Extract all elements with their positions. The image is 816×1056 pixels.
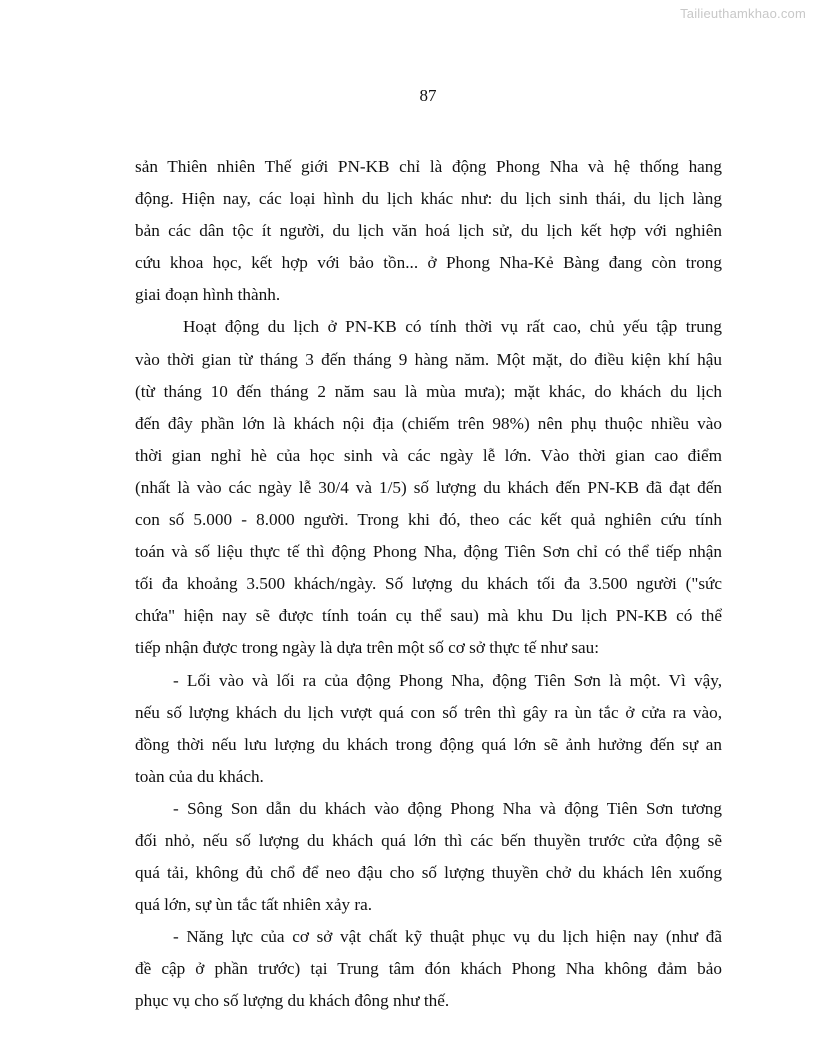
text-line: phục vụ cho số lượng du khách đông như thế.	[135, 991, 450, 1011]
text-line: chứa" hiện nay sẽ được tính toán cụ thể sau) mà khu Du lịch PN-KB có thể	[135, 606, 722, 626]
text-line: động. Hiện nay, các loại hình du lịch khác như: du lịch sinh thái, du lịch làng	[135, 189, 722, 209]
text-line: bản các dân tộc ít người, du lịch văn hoá lịch sử, du lịch kết hợp với nghiên	[135, 221, 722, 241]
text-line: - Sông Son dẫn du khách vào động Phong Nha và động Tiên Sơn tương	[173, 798, 722, 818]
bullet-paragraph	[135, 793, 722, 921]
text-line: tối đa khoảng 3.500 khách/ngày. Số lượng du khách tối đa 3.500 người ("sức	[135, 574, 722, 594]
paragraph	[135, 311, 722, 664]
bullet-paragraph	[135, 921, 722, 1017]
text-line: sản Thiên nhiên Thế giới PN-KB chỉ là động Phong Nha và hệ thống hang	[135, 157, 722, 176]
text-line: - Lối vào và lối ra của động Phong Nha, động Tiên Sơn là một. Vì vậy,	[173, 670, 722, 690]
text-line: nếu số lượng khách du lịch vượt quá con số trên thì gây ra ùn tắc ở cửa ra vào,	[135, 702, 722, 722]
text-line: giai đoạn hình thành.	[135, 285, 281, 305]
text-line: con số 5.000 - 8.000 người. Trong khi đó, theo các kết quả nghiên cứu tính	[135, 510, 722, 530]
text-line: toàn của du khách.	[135, 766, 264, 786]
text-line: tiếp nhận được trong ngày là dựa trên một số cơ sở thực tế như sau:	[135, 638, 600, 658]
text-line: toán và số liệu thực tế thì động Phong Nha, động Tiên Sơn chỉ có thể tiếp nhận	[135, 542, 722, 562]
text-line: (nhất là vào các ngày lễ 30/4 và 1/5) số lượng du khách đến PN-KB đã đạt đến	[135, 477, 722, 497]
text-line: vào thời gian từ tháng 3 đến tháng 9 hàng năm. Một mặt, do điều kiện khí hậu	[135, 349, 722, 369]
text-line: đến đây phần lớn là khách nội địa (chiếm trên 98%) nên phụ thuộc nhiều vào	[135, 413, 722, 433]
text-line: đồng thời nếu lưu lượng du khách trong động quá lớn sẽ ảnh hưởng đến sự an	[135, 734, 722, 754]
bullet-paragraph	[135, 665, 722, 793]
text-line: Hoạt động du lịch ở PN-KB có tính thời vụ rất cao, chủ yếu tập trung	[183, 317, 722, 337]
text-line: quá lớn, sự ùn tắc tất nhiên xảy ra.	[135, 895, 372, 915]
text-line: quá tải, không đủ chổ để neo đậu cho số lượng thuyền chở du khách lên xuống	[135, 863, 722, 883]
text-line: (từ tháng 10 đến tháng 2 năm sau là mùa mưa); mặt khác, do khách du lịch	[135, 381, 722, 401]
watermark: Tailieuthamkhao.com	[680, 6, 806, 21]
text-line: thời gian nghỉ hè của học sinh và các ngày lễ lớn. Vào thời gian cao điểm	[135, 445, 722, 465]
text-line: - Năng lực của cơ sở vật chất kỹ thuật phục vụ du lịch hiện nay (như đã	[173, 927, 722, 947]
text-line: đối nhỏ, nếu số lượng du khách quá lớn thì các bến thuyền trước cửa động sẽ	[135, 830, 722, 850]
text-line: đề cập ở phần trước) tại Trung tâm đón khách Phong Nha không đảm bảo	[135, 959, 722, 979]
text-line: cứu khoa học, kết hợp với bảo tồn... ở Phong Nha-Kẻ Bàng đang còn trong	[135, 253, 722, 273]
document-body	[135, 151, 722, 1018]
paragraph	[135, 151, 722, 311]
page-number: 87	[419, 86, 437, 105]
